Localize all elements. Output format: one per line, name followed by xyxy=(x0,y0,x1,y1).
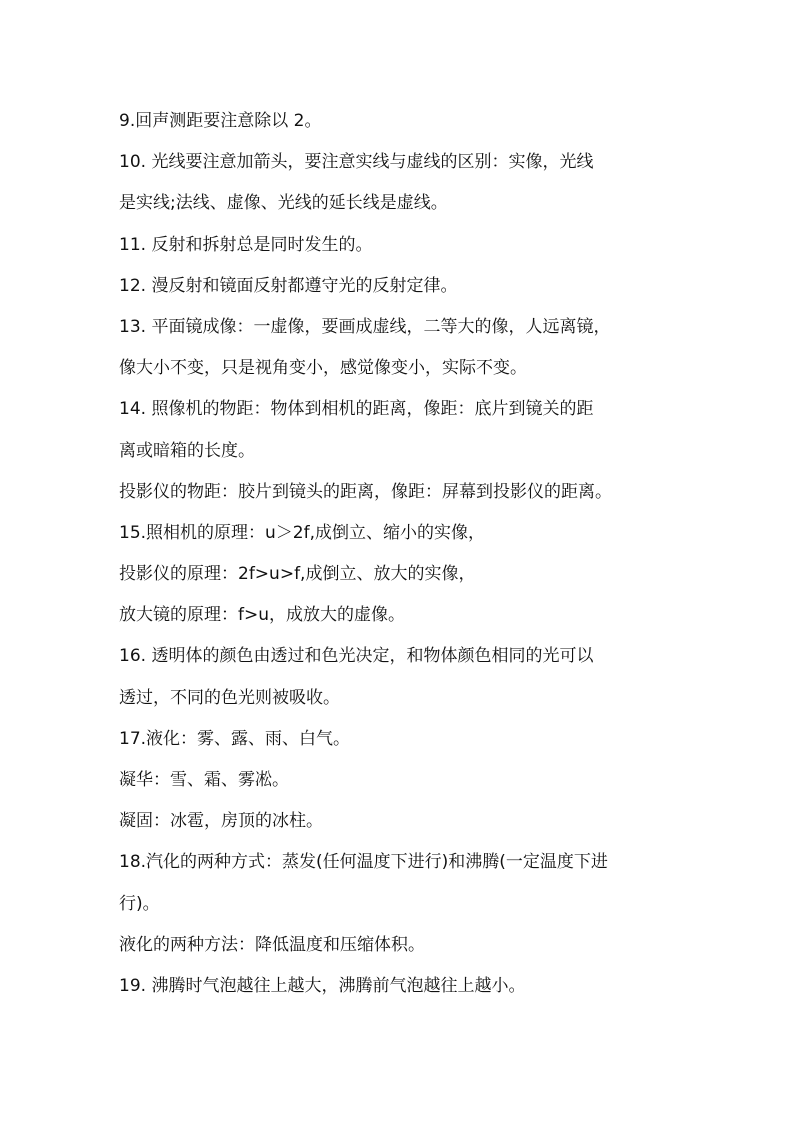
text-line: 凝华：雪、霜、雾凇。 xyxy=(119,770,289,790)
text-line: 12. 漫反射和镜面反射都遵守光的反射定律。 xyxy=(119,275,458,296)
text-line: 13. 平面镜成像：一虚像，要画成虚线，二等大的像，人远离镜， xyxy=(119,316,611,337)
text-line: 16. 透明体的颜色由透过和色光决定，和物体颜色相同的光可以 xyxy=(119,646,594,667)
document-body xyxy=(119,101,679,1007)
text-line: 液化的两种方法：降低温度和压缩体积。 xyxy=(119,934,425,955)
text-line: 投影仪的物距：胶片到镜头的距离，像距：屏幕到投影仪的距离。 xyxy=(119,481,612,502)
text-line: 是实线;法线、虚像、光线的延长线是虚线。 xyxy=(119,193,448,214)
text-line: 凝固：冰雹，房顶的冰柱。 xyxy=(119,811,323,832)
text-line: 透过，不同的色光则被吸收。 xyxy=(119,687,340,708)
text-line: 10. 光线要注意加箭头，要注意实线与虚线的区别：实像，光线 xyxy=(119,152,594,173)
text-line: 17.液化：雾、露、雨、白气。 xyxy=(119,728,351,749)
text-line: 14. 照像机的物距：物体到相机的距离，像距：底片到镜关的距 xyxy=(119,399,594,420)
text-line: 行)。 xyxy=(119,893,160,914)
text-line: 15.照相机的原理：u＞2f,成倒立、缩小的实像， xyxy=(119,522,486,543)
text-line: 离或暗箱的长度。 xyxy=(119,440,255,461)
text-line: 9.回声测距要注意除以 2。 xyxy=(119,111,322,131)
text-line: 放大镜的原理：f>u，成放大的虚像。 xyxy=(119,605,406,626)
text-line: 18.汽化的两种方式：蒸发(任何温度下进行)和沸腾(一定温度下进 xyxy=(119,852,608,873)
text-line: 像大小不变，只是视角变小，感觉像变小，实际不变。 xyxy=(119,358,527,379)
text-line: 投影仪的原理：2f>u>f,成倒立、放大的实像， xyxy=(119,564,476,585)
text-line: 19. 沸腾时气泡越往上越大，沸腾前气泡越往上越小。 xyxy=(119,975,526,996)
text-line: 11. 反射和拆射总是同时发生的。 xyxy=(119,234,373,255)
